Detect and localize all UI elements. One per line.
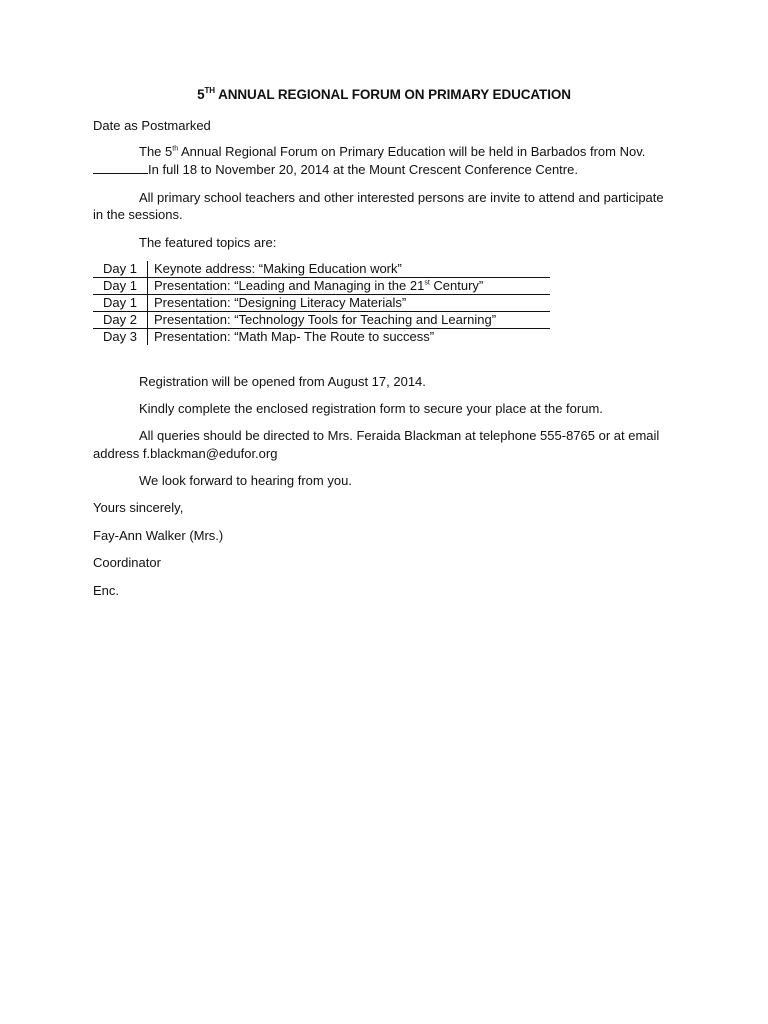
title-text: ANNUAL REGIONAL FORUM ON PRIMARY EDUCATION [214,87,571,102]
topic-cell: Presentation: “Math Map- The Route to success” [148,329,551,346]
paragraph-6-line-1: All queries should be directed to Mrs. Feraida Blackman at telephone 555-8765 or at email [139,428,660,443]
day-cell: Day 2 [93,312,148,329]
table-row [93,295,550,312]
paragraph-6-line-2: address f.blackman@edufor.org [93,446,278,461]
table-row [93,329,550,346]
title-superscript: TH [204,85,215,95]
day-cell: Day 1 [93,295,148,312]
topic-text-a: Presentation: “Leading and Managing in the 21 [154,278,425,293]
topic-cell: Presentation: “Designing Literacy Materials” [148,295,551,312]
enclosure-note: Enc. [93,583,120,598]
topic-cell: Presentation: “Technology Tools for Teaching and Learning” [148,312,551,329]
day-cell: Day 1 [93,278,148,295]
paragraph-7: We look forward to hearing from you. [139,473,352,488]
paragraph-3: The featured topics are: [139,235,277,250]
topic-text-b: Century” [429,278,484,293]
para1-text-c: In full 18 to November 20, 2014 at the Mount Crescent Conference Centre. [148,162,578,177]
para1-text-a: The 5 [139,144,173,159]
paragraph-5: Kindly complete the enclosed registration form to secure your place at the forum. [139,401,603,416]
paragraph-4: Registration will be opened from August 17, 2014. [139,374,426,389]
para1-superscript: th [172,145,179,153]
topics-table [93,261,550,345]
topic-cell: Keynote address: “Making Education work” [154,261,402,276]
signer-role: Coordinator [93,555,161,570]
paragraph-2-line-2: in the sessions. [93,207,183,222]
table-row [93,312,550,329]
topic-superscript: st [424,279,430,287]
para1-text-b: Annual Regional Forum on Primary Education will be held in Barbados from Nov. [178,144,646,159]
document-title [0,87,768,102]
day-cell: Day 3 [93,329,148,346]
paragraph-1-line-2 [93,161,578,178]
paragraph-2-line-1: All primary school teachers and other interested persons are invite to attend and participate [139,190,664,205]
blank-underline [93,162,148,174]
day-cell: Day 1 [93,261,148,278]
title-number: 5 [197,87,205,102]
table-row [93,261,550,278]
date-line: Date as Postmarked [93,118,211,133]
topic-cell [148,278,551,295]
table-row [93,278,550,295]
signer-name: Fay-Ann Walker (Mrs.) [93,528,224,543]
closing: Yours sincerely, [93,500,184,515]
paragraph-1-line-1 [139,143,645,160]
